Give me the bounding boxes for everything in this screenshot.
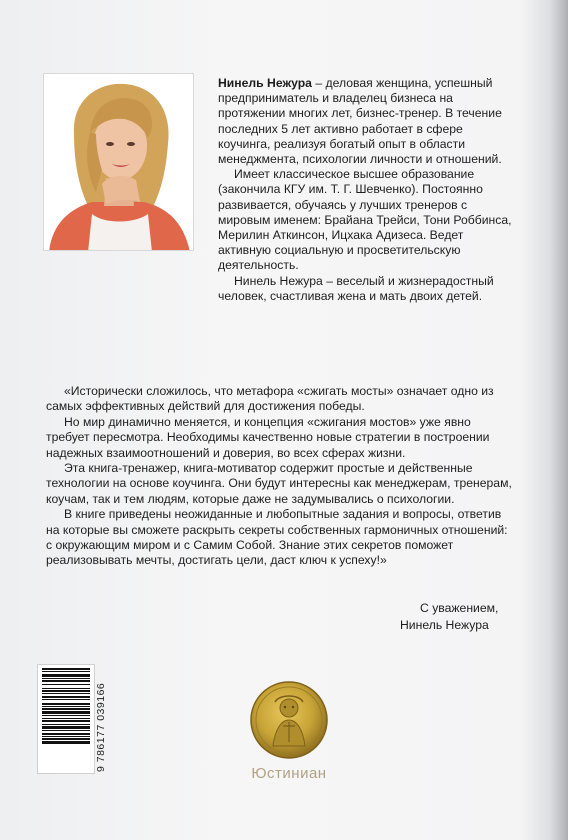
quote-paragraph-4: В книге приведены неожиданные и любопытные задания и вопросы, ответив на которые вы сможете раскрыть секреты собственных гармоничных отношений: с окружающим миром и с Самим Собой. Знание этих секретов поможет реализовывать мечты, достигать цели, даст ключ к успеху!» [46,507,508,568]
author-name: Нинель Нежура [218,76,312,90]
bio-paragraph-2: Имеет классическое высшее образование (закончила КГУ им. Т. Г. Шевченко). Постоянно развивается, обучаясь у лучших тренеров с мировым именем: Брайана Трейси, Тони Роббинса, Мерилин Аткинсон, Ицхака Адизеса. Ведет активную социальную и просветительскую деятельность. [218,167,512,273]
quote-paragraph-2: Но мир динамично меняется, и концепция «сжигания мостов» уже явно требует пересмотра. Необходимы качественно новые стратегии в построении надежных взаимоотношений и доверия, во всех сферах жизни. [46,414,490,460]
barcode-digits [95,666,109,772]
barcode [37,664,95,774]
bio-paragraph-3: Нинель Нежура – веселый и жизнерадостный человек, счастливая жена и мать двоих детей. [218,273,494,303]
signature-name: Нинель Нежура [400,617,489,632]
author-photo [43,73,194,251]
publisher-name: Юстиниан [251,765,327,782]
signature [380,600,540,633]
author-bio [218,76,518,304]
gold-coin-emblem-icon [249,680,329,760]
barcode-number: 9 786177 039166 [95,682,107,772]
quote-paragraph-1: «Исторически сложилось, что метафора «сжигать мосты» означает одно из самых эффективных действий для достижения победы. [46,384,494,414]
signature-greeting: С уважением, [420,601,499,615]
quote-paragraph-3: Эта книга-тренажер, книга-мотиватор содержит простые и действенные технологии на основе коучинга. Они будут интересны как менеджерам, тренерам, коучам, так и тем людям, которые даже не задумывались о психологии. [46,461,512,506]
bio-paragraph-1 [218,76,518,167]
book-quote [46,384,514,569]
bio-paragraph-1-text: – деловая женщина, успешный предприниматель и владелец бизнеса на протяжении многих лет, бизнес-тренер. В течение последних 5 лет активно работает в сфере коучинга, реализуя богатый опыт в области менеджмента, психологии личности и отношений. [218,76,502,167]
page-edge-shadow [550,0,568,840]
barcode-bars-icon [38,665,94,773]
